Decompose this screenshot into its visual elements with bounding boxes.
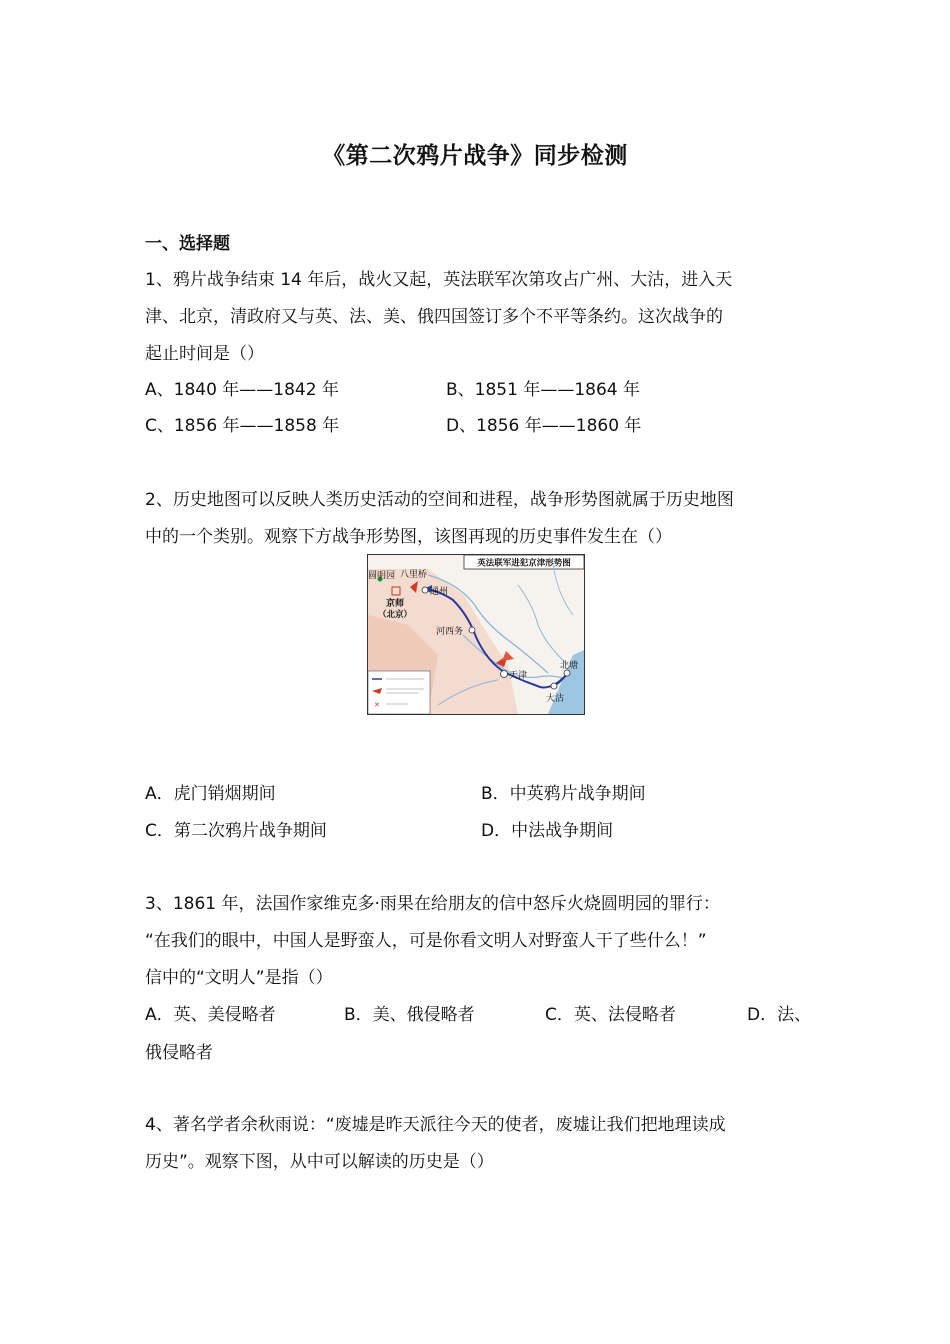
q3-line-2: “在我们的眼中，中国人是野蛮人，可是你看文明人对野蛮人干了些什么！” <box>145 931 707 951</box>
svg-text:✕: ✕ <box>374 701 380 709</box>
q3-option-b: B．美、俄侵略者 <box>344 1005 475 1025</box>
map-label-tongzhou: 通州 <box>430 587 449 597</box>
q1-option-d: D、1856 年——1860 年 <box>446 416 642 436</box>
q4-line-2: 历史”。观察下图，从中可以解读的历史是（） <box>145 1152 494 1172</box>
q1-option-c: C、1856 年——1858 年 <box>145 416 340 436</box>
q3-option-d-continued: 俄侵略者 <box>145 1043 213 1063</box>
q2-option-a: A．虎门销烟期间 <box>145 784 276 804</box>
q3-option-d: D．法、 <box>747 1005 812 1025</box>
q2-line-2: 中的一个类别。观察下方战争形势图，该图再现的历史事件发生在（） <box>145 527 672 547</box>
q1-line-3: 起止时间是（） <box>145 344 264 364</box>
q2-line-1: 2、历史地图可以反映人类历史活动的空间和进程，战争形势图就属于历史地图 <box>145 490 734 510</box>
map-label-yuanmingyuan: 圆明园 <box>368 571 396 581</box>
q2-option-b: B．中英鸦片战争期间 <box>481 784 646 804</box>
page-title: 《第二次鸦片战争》同步检测 <box>322 143 628 169</box>
map-label-jingshi: 京师 <box>386 599 405 609</box>
q3-line-3: 信中的“文明人”是指（） <box>145 968 333 988</box>
q1-line-1: 1、鸦片战争结束 14 年后，战火又起，英法联军次第攻占广州、大沽，进入天 <box>145 270 733 290</box>
map-label-beijing: （北京） <box>378 610 413 620</box>
q4-line-1: 4、著名学者余秋雨说：“废墟是昨天派往今天的使者，废墟让我们把地理读成 <box>145 1115 726 1135</box>
map-label-tianjin: 天津 <box>509 671 528 681</box>
section-heading: 一、选择题 <box>145 234 230 254</box>
map-title: 英法联军进犯京津形势图 <box>477 558 571 569</box>
q1-option-b: B、1851 年——1864 年 <box>446 380 640 400</box>
q3-option-c: C．英、法侵略者 <box>545 1005 676 1025</box>
q3-line-1: 3、1861 年，法国作家维克多·雨果在给朋友的信中怒斥火烧圆明园的罪行： <box>145 894 720 914</box>
q3-option-a: A．英、美侵略者 <box>145 1005 276 1025</box>
q2-option-c: C．第二次鸦片战争期间 <box>145 821 327 841</box>
q1-option-a: A、1840 年——1842 年 <box>145 380 339 400</box>
war-situation-map <box>367 554 585 715</box>
q1-line-2: 津、北京，清政府又与英、法、美、俄四国签订多个不平等条约。这次战争的 <box>145 307 723 327</box>
map-label-dagu: 大沽 <box>546 694 565 704</box>
map-label-hexiwu: 河西务 <box>436 627 464 637</box>
map-label-baliqiao: 八里桥 <box>400 570 428 580</box>
map-label-beitang: 北塘 <box>560 661 579 671</box>
q2-option-d: D．中法战争期间 <box>481 821 614 841</box>
